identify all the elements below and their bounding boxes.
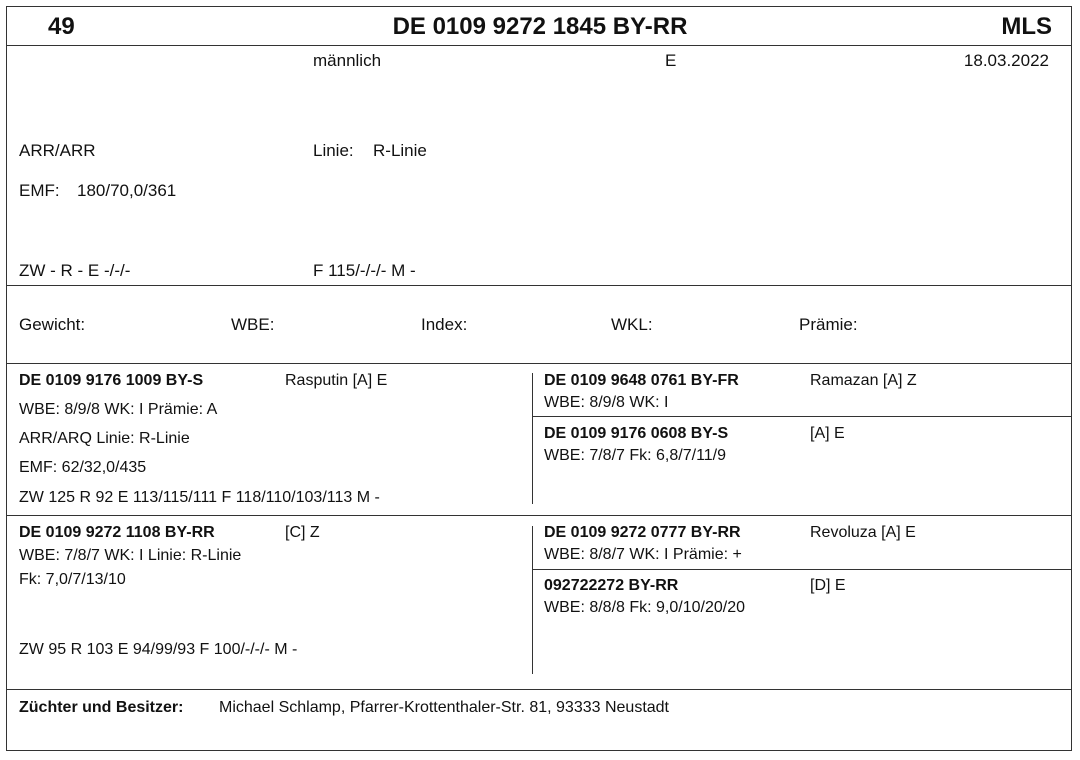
breeding-values: ZW - R - E -/-/-: [19, 261, 131, 280]
line-label: Linie:: [313, 141, 354, 160]
dam-dam-ring: 092722272 BY-RR: [544, 577, 679, 594]
sire-genotype-line: ARR/ARQ Linie: R-Linie: [19, 430, 190, 447]
wbe-label: WBE:: [231, 315, 275, 334]
divider-sire-grandparents: [532, 416, 1072, 417]
divider-info: [6, 285, 1072, 286]
sire-dam-name: [A] E: [810, 425, 845, 442]
divider-footer: [6, 689, 1072, 690]
sex: männlich: [313, 51, 382, 70]
divider-dam-column: [532, 526, 533, 674]
sire-sire-ring: DE 0109 9648 0761 BY-FR: [544, 372, 739, 389]
dam-breeding-values: ZW 95 R 103 E 94/99/93 F 100/-/-/- M -: [19, 641, 298, 658]
breeder-value: Michael Schlamp, Pfarrer-Krottenthaler-Str. 81, 93333 Neustadt: [219, 699, 669, 716]
dam-dam-name: [D] E: [810, 577, 846, 594]
sire-sire-name: Ramazan [A] Z: [810, 372, 917, 389]
weight-label: Gewicht:: [19, 315, 86, 334]
breed-code: MLS: [1001, 13, 1052, 40]
divider-weights: [6, 363, 1072, 364]
wkl-label: WKL:: [611, 315, 653, 334]
sire-wbe: WBE: 8/9/8 WK: I Prämie: A: [19, 401, 218, 418]
dam-wbe: WBE: 7/8/7 WK: I Linie: R-Linie: [19, 547, 242, 564]
dam-ring: DE 0109 9272 1108 BY-RR: [19, 524, 215, 541]
catalog-number: 49: [48, 13, 75, 40]
dam-sire-wbe: WBE: 8/8/7 WK: I Prämie: +: [544, 546, 742, 563]
line-value: R-Linie: [373, 141, 427, 160]
sire-sire-wbe: WBE: 8/9/8 WK: I: [544, 394, 669, 411]
f-values: F 115/-/-/- M -: [313, 261, 416, 280]
emf-label: EMF:: [19, 181, 60, 200]
ear-tag-number: DE 0109 9272 1845 BY-RR: [392, 13, 688, 40]
sire-dam-ring: DE 0109 9176 0608 BY-S: [544, 425, 729, 442]
dam-name: [C] Z: [285, 524, 320, 541]
genotype: ARR/ARR: [19, 141, 96, 160]
grade: E: [665, 51, 677, 70]
sire-ring: DE 0109 9176 1009 BY-S: [19, 372, 204, 389]
index-label: Index:: [421, 315, 468, 334]
divider-header: [6, 45, 1072, 46]
divider-sire-dam: [6, 515, 1072, 516]
birth-date: 18.03.2022: [963, 51, 1049, 70]
sire-dam-wbe: WBE: 7/8/7 Fk: 6,8/7/11/9: [544, 447, 727, 464]
divider-sire-column: [532, 373, 533, 504]
sire-breeding-values: ZW 125 R 92 E 113/115/111 F 118/110/103/113 M -: [19, 489, 380, 506]
dam-sire-ring: DE 0109 9272 0777 BY-RR: [544, 524, 741, 541]
emf-value: 180/70,0/361: [77, 181, 177, 200]
divider-dam-grandparents: [532, 569, 1072, 570]
dam-sire-name: Revoluza [A] E: [810, 524, 916, 541]
premium-label: Prämie:: [799, 315, 858, 334]
dam-dam-wbe: WBE: 8/8/8 Fk: 9,0/10/20/20: [544, 599, 745, 616]
sire-name: Rasputin [A] E: [285, 372, 388, 389]
dam-fk: Fk: 7,0/7/13/10: [19, 571, 126, 588]
breeder-label: Züchter und Besitzer:: [19, 699, 184, 716]
sire-emf: EMF: 62/32,0/435: [19, 459, 147, 476]
